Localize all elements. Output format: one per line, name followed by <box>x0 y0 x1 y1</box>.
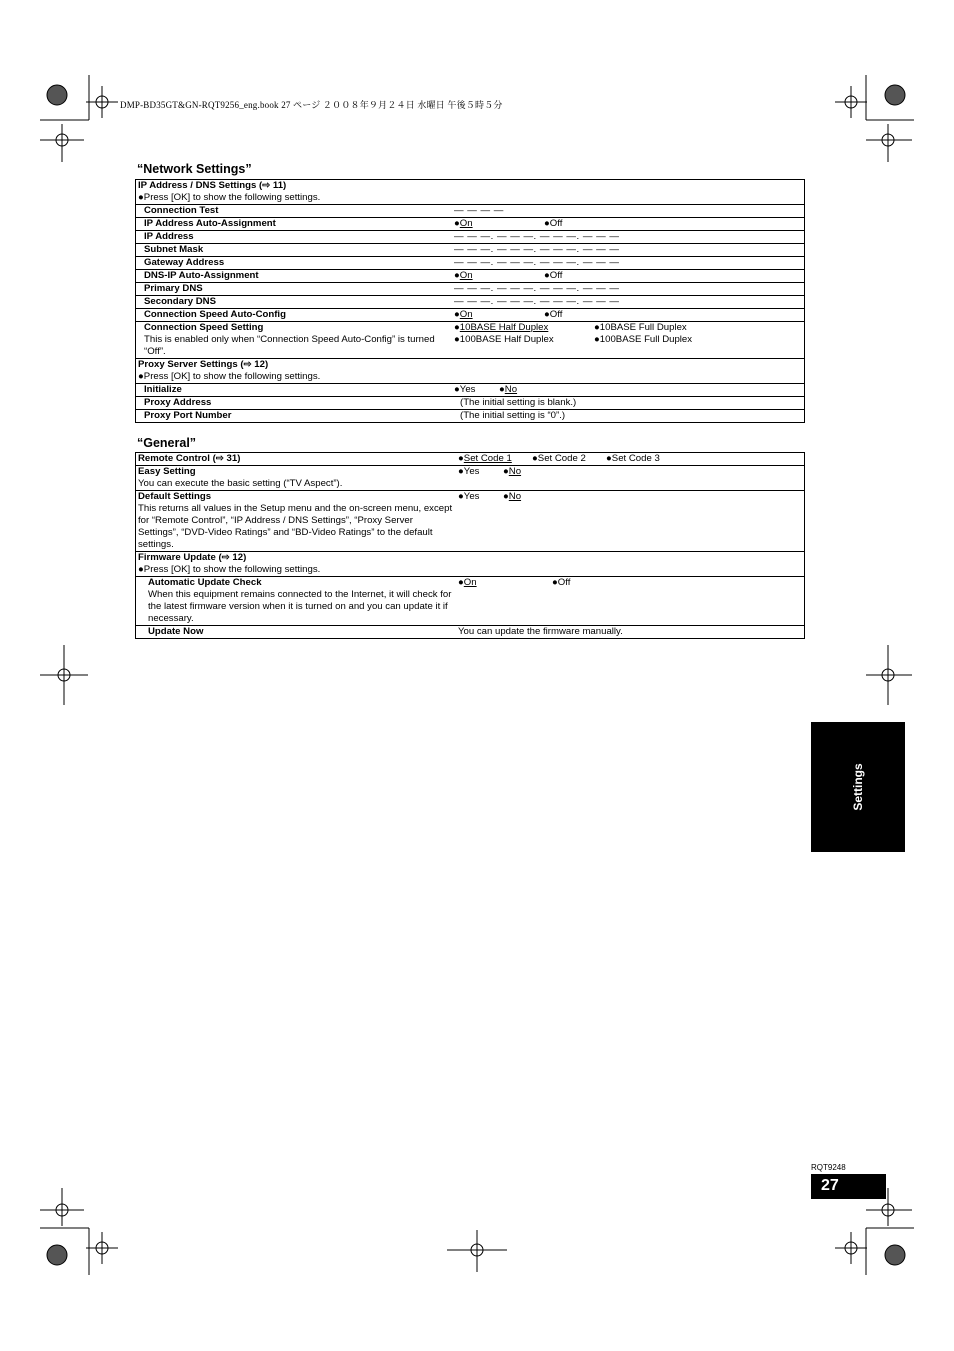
label-default-settings: Default Settings <box>138 491 212 502</box>
label-speed-auto: Connection Speed Auto-Config <box>136 309 453 322</box>
option-yes: ●Yes <box>454 384 476 395</box>
value-update-now: You can update the firmware manually. <box>456 626 805 639</box>
value-secondary-dns: — — —. — — —. — — —. — — — <box>452 296 805 309</box>
option-off: ●Off <box>544 218 563 229</box>
row-remote-control <box>136 453 805 466</box>
row-speed-setting <box>136 322 805 359</box>
auto-update-desc: When this equipment remains connected to the Internet, it will check for the latest firmware version when it is turned on and you can update it if necessary. <box>148 589 452 624</box>
firmware-title: Firmware Update (⇨ 12) <box>138 552 247 563</box>
document-number: RQT9248 <box>811 1163 846 1172</box>
row-dns-auto <box>136 270 805 283</box>
option-on: ●On <box>454 270 473 281</box>
option-set-code-2: ●Set Code 2 <box>532 453 586 464</box>
ipdns-title: IP Address / DNS Settings (⇨ 11) <box>138 180 287 191</box>
proxy-header-row <box>136 359 805 384</box>
option-on: ●On <box>458 577 477 588</box>
general-table <box>135 452 805 639</box>
label-initialize: Initialize <box>136 384 453 397</box>
value-gateway: — — —. — — —. — — —. — — — <box>452 257 805 270</box>
option-off: ●Off <box>544 270 563 281</box>
value-primary-dns: — — —. — — —. — — —. — — — <box>452 283 805 296</box>
row-update-now <box>136 626 805 639</box>
ipdns-header-row <box>136 180 805 205</box>
firmware-note: ●Press [OK] to show the following settings. <box>138 564 321 575</box>
label-ip-auto: IP Address Auto-Assignment <box>136 218 453 231</box>
row-ip-auto <box>136 218 805 231</box>
network-settings-title: “Network Settings” <box>137 162 252 176</box>
label-primary-dns: Primary DNS <box>136 283 453 296</box>
page-number: 27 <box>821 1177 839 1194</box>
speed-setting-desc: This is enabled only when “Connection Speed Auto-Config” is turned “Off”. <box>144 334 435 357</box>
value-ip-address: — — —. — — —. — — —. — — — <box>452 231 805 244</box>
label-auto-update: Automatic Update Check <box>148 577 262 588</box>
option-100base-full: ●100BASE Full Duplex <box>594 334 693 345</box>
option-10base-full: ●10BASE Full Duplex <box>594 322 687 333</box>
proxy-title: Proxy Server Settings (⇨ 12) <box>138 359 269 370</box>
option-set-code-1: ●Set Code 1 <box>458 453 512 464</box>
label-subnet-mask: Subnet Mask <box>136 244 453 257</box>
row-subnet-mask <box>136 244 805 257</box>
option-no: ●No <box>503 491 522 502</box>
value-proxy-port: (The initial setting is “0”.) <box>452 410 805 423</box>
value-connection-test: — — — — <box>452 205 805 218</box>
row-proxy-port <box>136 410 805 423</box>
option-yes: ●Yes <box>458 491 480 502</box>
row-proxy-address <box>136 397 805 410</box>
value-proxy-address: (The initial setting is blank.) <box>452 397 805 410</box>
label-update-now: Update Now <box>136 626 457 639</box>
ipdns-note: ●Press [OK] to show the following settings. <box>138 192 321 203</box>
general-title: “General” <box>137 436 197 450</box>
option-yes: ●Yes <box>458 466 480 477</box>
row-auto-update <box>136 577 805 626</box>
row-default-settings <box>136 491 805 552</box>
option-10base-half: ●10BASE Half Duplex <box>454 322 549 333</box>
label-dns-auto: DNS-IP Auto-Assignment <box>136 270 453 283</box>
label-ip-address: IP Address <box>136 231 453 244</box>
easy-setting-desc: You can execute the basic setting (“TV Aspect”). <box>138 478 343 489</box>
row-easy-setting <box>136 466 805 491</box>
proxy-note: ●Press [OK] to show the following settings. <box>138 371 321 382</box>
option-off: ●Off <box>544 309 563 320</box>
value-subnet-mask: — — —. — — —. — — —. — — — <box>452 244 805 257</box>
print-header: DMP-BD35GT&GN-RQT9256_eng.book 27 ページ ２００８年９月２４日 水曜日 午後５時５分 <box>120 100 503 110</box>
settings-side-tab <box>811 722 905 852</box>
option-100base-half: ●100BASE Half Duplex <box>454 334 554 345</box>
option-no: ●No <box>499 384 518 395</box>
label-remote-control: Remote Control (⇨ 31) <box>136 453 457 466</box>
option-set-code-3: ●Set Code 3 <box>606 453 660 464</box>
default-settings-desc: This returns all values in the Setup menu and the on-screen menu, except for “Remote Control”, “IP Address / DNS Settings”, “Proxy Server Settings”, “DVD-Video Ratings” and “BD-Video Ratings” to the default settings. <box>138 503 453 550</box>
network-settings-table <box>135 179 805 423</box>
row-initialize <box>136 384 805 397</box>
label-proxy-address: Proxy Address <box>136 397 453 410</box>
side-tab-label: Settings <box>851 763 865 811</box>
row-connection-test <box>136 205 805 218</box>
option-on: ●On <box>454 218 473 229</box>
page-number-box <box>811 1174 886 1199</box>
option-on: ●On <box>454 309 473 320</box>
row-gateway <box>136 257 805 270</box>
row-ip-address <box>136 231 805 244</box>
row-secondary-dns <box>136 296 805 309</box>
label-easy-setting: Easy Setting <box>138 466 196 477</box>
option-no: ●No <box>503 466 522 477</box>
label-proxy-port: Proxy Port Number <box>136 410 453 423</box>
row-speed-auto <box>136 309 805 322</box>
label-secondary-dns: Secondary DNS <box>136 296 453 309</box>
firmware-header-row <box>136 552 805 577</box>
row-primary-dns <box>136 283 805 296</box>
option-off: ●Off <box>552 577 571 588</box>
label-connection-test: Connection Test <box>136 205 453 218</box>
label-speed-setting: Connection Speed Setting <box>144 322 264 333</box>
label-gateway: Gateway Address <box>136 257 453 270</box>
